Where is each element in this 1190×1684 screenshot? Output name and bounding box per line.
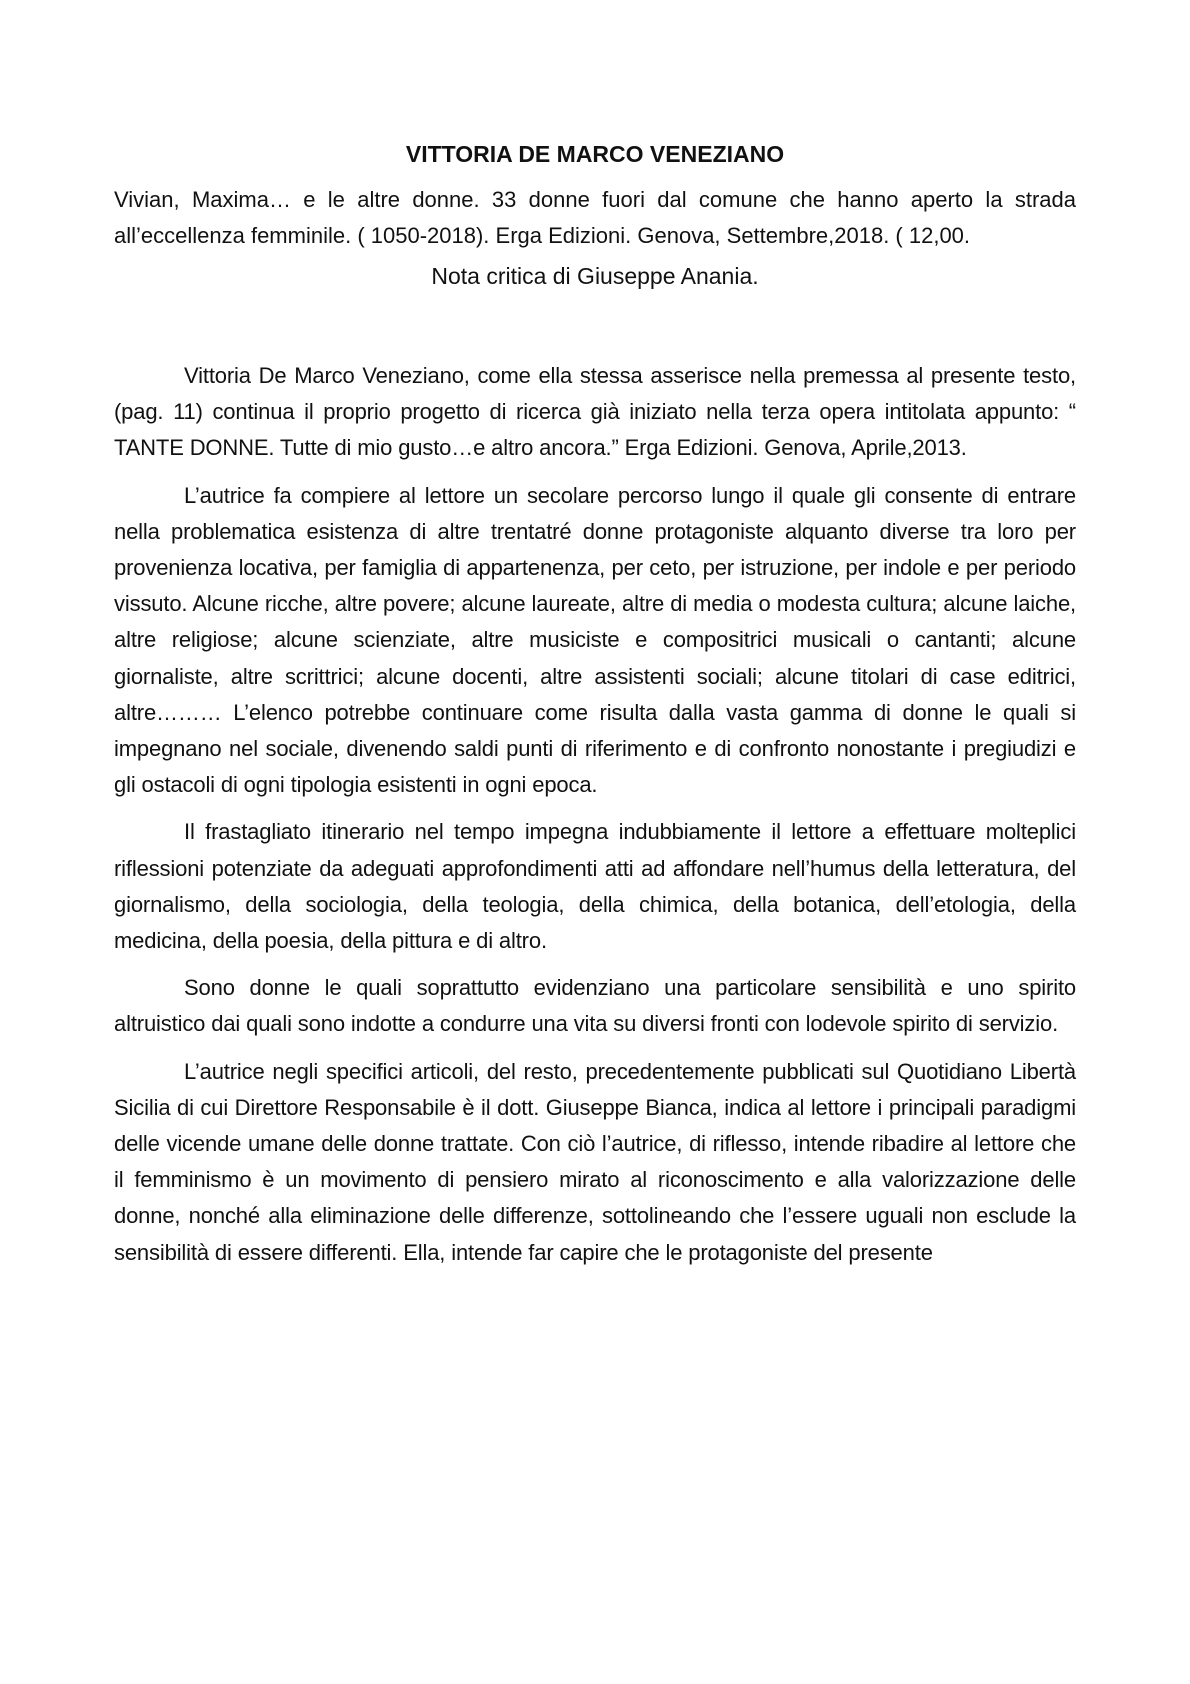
body-paragraph: L’autrice fa compiere al lettore un secolare percorso lungo il quale gli consente di entrare nella problematica esistenza di altre trentatré donne protagoniste alquanto diverse tra loro per provenienza locativa, per famiglia di appartenenza, per ceto, per istruzione, per indole e per periodo vissuto. Alcune ricche, altre povere; alcune laureate, altre di media o modesta cultura; alcune laiche, altre religiose; alcune scienziate, altre musiciste e compositrici musicali o cantanti; alcune giornaliste, altre scrittrici; alcune docenti, altre assistenti sociali; alcune titolari di case editrici, altre……… L’elenco potrebbe continuare come risulta dalla vasta gamma di donne le quali si impegnano nel sociale, divenendo saldi punti di riferimento e di confronto nonostante i pregiudizi e gli ostacoli di ogni tipologia esistenti in ogni epoca. bbox=[114, 482, 1076, 798]
body-paragraph: Sono donne le quali soprattutto evidenziano una particolare sensibilità e uno spirito altruistico dai quali sono indotte a condurre una vita su diversi fronti con lodevole spirito di servizio. bbox=[114, 975, 1076, 1037]
book-reference: Vivian, Maxima… e le altre donne. 33 donne fuori dal comune che hanno aperto la strada all’eccellenza femminile. ( 1050-2018). Erga Edizioni. Genova, Settembre,2018. ( 12,00. bbox=[114, 187, 1076, 248]
body-paragraph: Vittoria De Marco Veneziano, come ella stessa asserisce nella premessa al presente testo, (pag. 11) continua il proprio progetto di ricerca già iniziato nella terza opera intitolata appunto: “ TANTE DONNE. Tutte di mio gusto…e altro ancora.” Erga Edizioni. Genova, Aprile,2013. bbox=[114, 363, 1076, 461]
document-page bbox=[114, 136, 1076, 1282]
body-paragraph: Il frastagliato itinerario nel tempo impegna indubbiamente il lettore a effettuare molteplici riflessioni potenziate da adeguati approfondimenti atti ad affondare nell’humus della letteratura, del giornalismo, della sociologia, della teologia, della chimica, della botanica, dell’etologia, della medicina, della poesia, della pittura e di altro. bbox=[114, 819, 1076, 954]
document-title: VITTORIA DE MARCO VENEZIANO bbox=[405, 141, 785, 167]
document-subtitle: Nota critica di Giuseppe Anania. bbox=[431, 263, 759, 289]
section-spacer bbox=[114, 294, 1076, 358]
body-paragraph: L’autrice negli specifici articoli, del resto, precedentemente pubblicati sul Quotidiano Libertà Sicilia di cui Direttore Responsabile è il dott. Giuseppe Bianca, indica al lettore i principali paradigmi delle vicende umane delle donne trattate. Con ciò l’autrice, di riflesso, intende ribadire al lettore che il femminismo è un movimento di pensiero mirato al riconoscimento e alla valorizzazione delle donne, nonché alla eliminazione delle differenze, sottolineando che l’essere uguali non esclude la sensibilità di essere differenti. Ella, intende far capire che le protagoniste del presente bbox=[114, 1058, 1076, 1265]
